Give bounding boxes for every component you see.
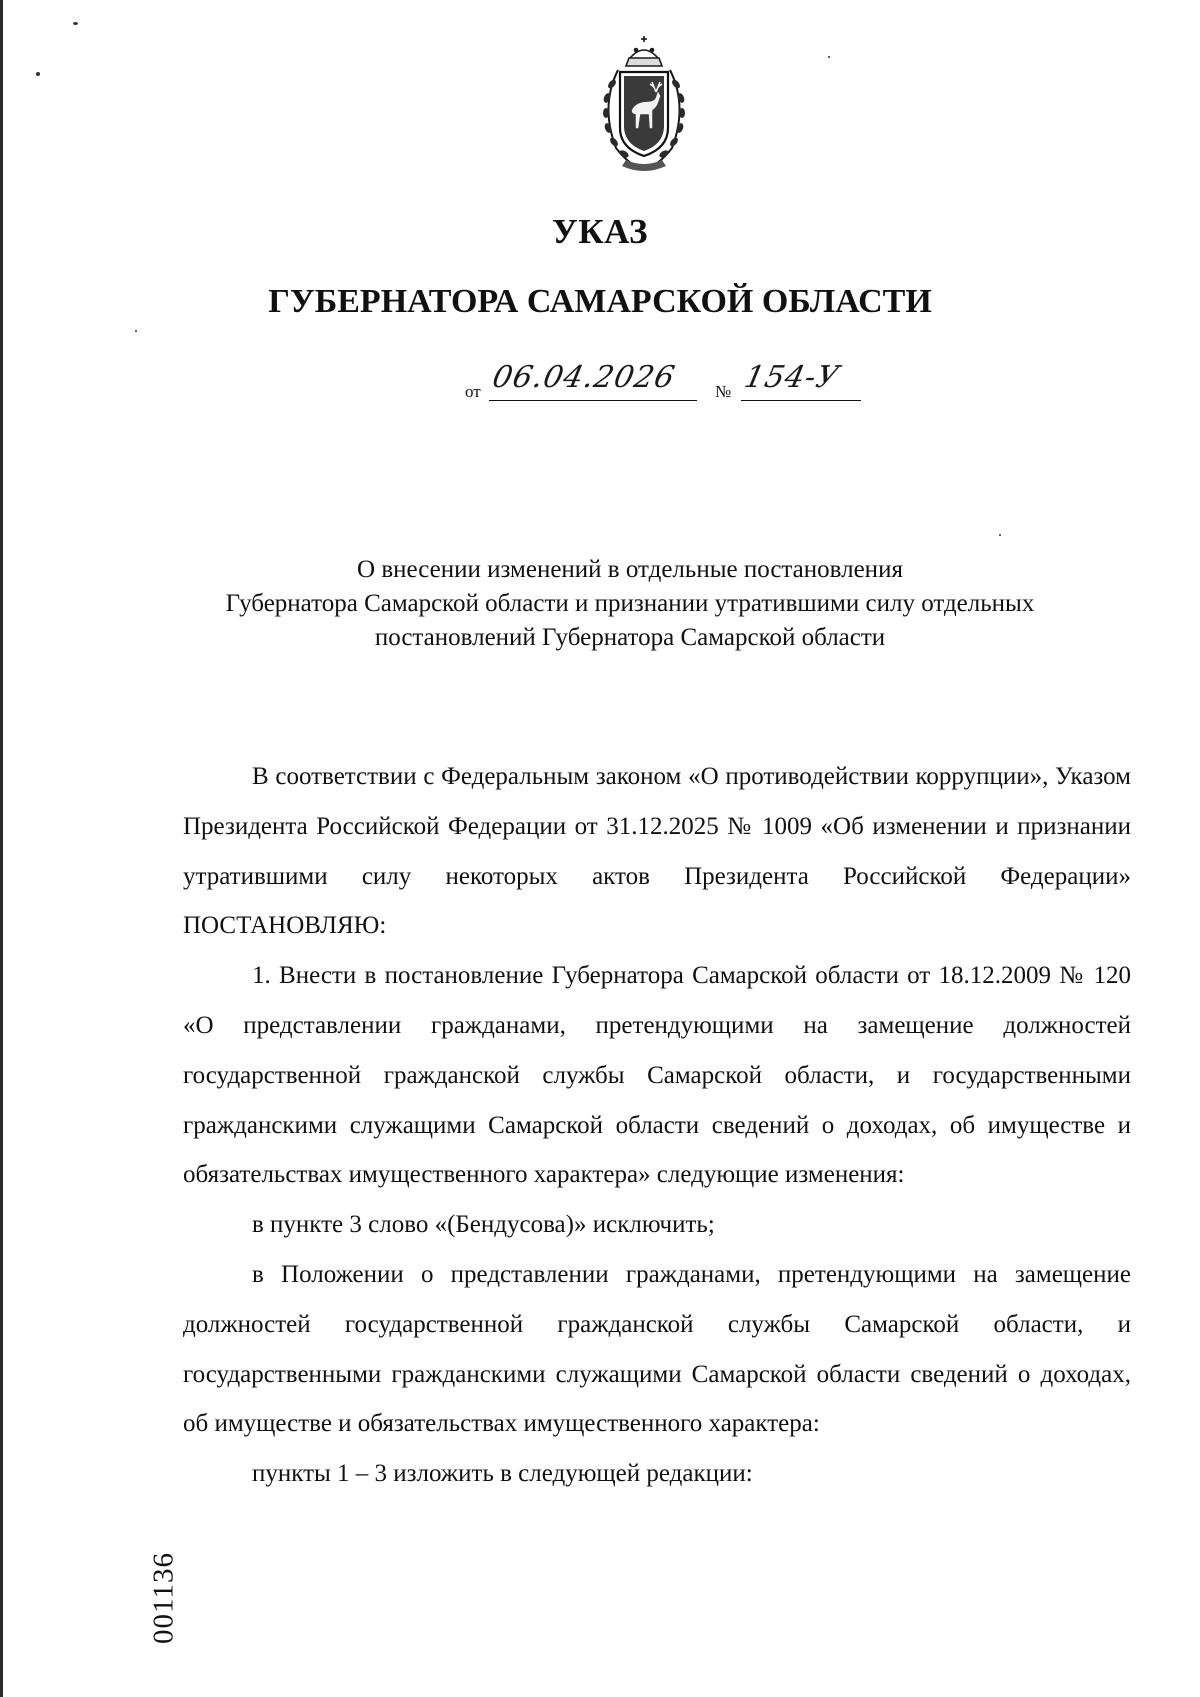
paragraph-points-1-3: пункты 1 – 3 изложить в следующей редакции: (252, 1460, 753, 1488)
handwritten-date: 06.04.2026 (489, 360, 679, 395)
subject-line: постановлений Губернатора Самарской области (374, 624, 886, 651)
scan-speck (999, 534, 1001, 536)
subject-line: О внесении изменений в отдельные постановления (357, 556, 903, 583)
scan-edge (0, 0, 3, 1697)
scan-speck (36, 72, 40, 76)
document-authority: ГУБЕРНАТОРА САМАРСКОЙ ОБЛАСТИ (268, 283, 932, 320)
scan-speck (828, 56, 830, 58)
subject-line: Губернатора Самарской области и признании утратившими силу отдельных (225, 590, 1035, 617)
number-prefix: № (715, 382, 732, 401)
handwritten-number: 154-У (741, 360, 843, 395)
side-number-text: 001136 (147, 1552, 180, 1644)
document-subject (150, 553, 1110, 655)
side-registration-number (144, 1518, 184, 1678)
document-body (183, 752, 1131, 1499)
scan-speck (73, 22, 78, 25)
document-title: УКАЗ (552, 212, 648, 251)
date-prefix: от (465, 382, 481, 401)
number-underline (741, 400, 861, 401)
paragraph-preamble: В соответствии с Федеральным законом «О противодействии коррупции», Указом Президента Российской Федерации от 31.12.2025 № 1009 «Об изменении и признании утратившими силу некоторых актов Президента Российской Федерации» ПОСТАНОВЛЯЮ: (183, 763, 1131, 940)
paragraph-regulation: в Положении о представлении гражданами, претендующими на замещение должностей государственной гражданской службы Самарской области, и государственными гражданскими служащими Самарской области сведений о доходах, об имуществе и обязательствах имущественного характера: (183, 1260, 1131, 1438)
coat-of-arms-samara-icon (596, 36, 692, 176)
date-underline (489, 400, 697, 401)
scan-speck (135, 330, 137, 332)
paragraph-point-3-edit: в пункте 3 слово «(Бендусова)» исключить; (252, 1211, 715, 1239)
date-number-line (465, 360, 865, 406)
paragraph-item-1: 1. Внести в постановление Губернатора Самарской области от 18.12.2009 № 120 «О представлении гражданами, претендующими на замещение должностей государственной гражданской службы Самарской области, и государственными гражданскими служащими Самарской области сведений о доходах, об имуществе и обязательствах имущественного характера» следующие изменения: (183, 962, 1131, 1189)
